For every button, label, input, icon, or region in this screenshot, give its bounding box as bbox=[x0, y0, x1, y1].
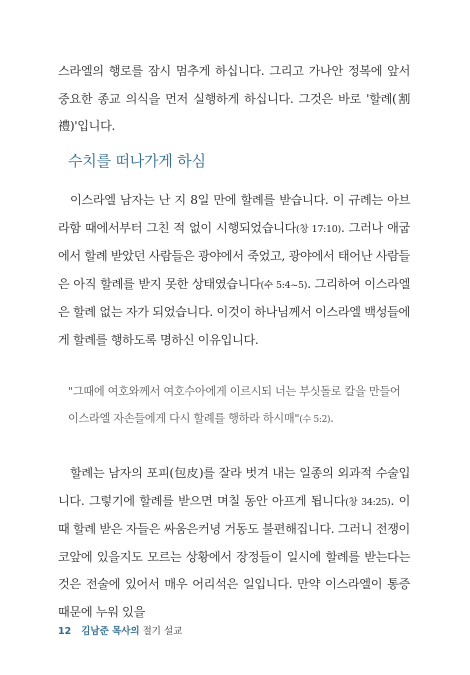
author-name: 김남준 목사의 bbox=[81, 626, 140, 637]
paragraph-circumcision-law bbox=[58, 187, 410, 354]
scripture-reference: (수 5:2) bbox=[299, 415, 331, 425]
quote-end: . bbox=[330, 412, 334, 425]
paragraph-continuation: 스라엘의 행로를 잠시 멈추게 하십니다. 그리고 가나안 정복에 앞서 중요한 종교 의식을 먼저 실행하게 하십니다. 그것은 바로 '할례(割禮)'입니다. bbox=[58, 64, 410, 133]
scripture-reference: (창 34:25) bbox=[345, 496, 391, 508]
scripture-reference: (수 5:4~5) bbox=[260, 279, 308, 291]
scripture-quote bbox=[68, 378, 408, 434]
page-footer bbox=[58, 623, 182, 637]
paragraph-circumcision-surgery bbox=[58, 460, 410, 626]
paragraph-text: . 그러나 애굽에서 할례 받았던 사람들은 광야에서 죽었고, 광야에서 태어난 사람들은 아직 할례를 받지 못한 상태였습니다 bbox=[58, 220, 410, 291]
paragraph-text: 할례는 남자의 포피(包皮)를 잘라 벗겨 내는 일종의 외과적 수술입니다. 그렇기에 할례를 받으면 며칠 동안 아프게 됩니다 bbox=[58, 466, 410, 508]
quote-text: "그때에 여호와께서 여호수아에게 이르시되 너는 부싯돌로 칼을 만들어 이스라엘 자손들에게 다시 할례를 행하라 하시매" bbox=[68, 385, 401, 425]
book-title: 절기 설교 bbox=[142, 626, 183, 637]
paragraph-text: . 이때 할례 받은 자들은 싸움은커녕 거동도 불편해집니다. 그러니 전쟁이 코앞에 있을지도 모르는 상황에서 장정들이 일시에 할례를 받는다는 것은 전술에 있어서 매우 어리석은 일입니다. 만약 이스라엘이 통증 때문에 누워 있을 bbox=[58, 493, 410, 619]
section-heading: 수치를 떠나가게 하심 bbox=[68, 152, 206, 170]
paragraph-text: . 그리하여 이스라엘은 할례 없는 자가 되었습니다. 이것이 하나님께서 이스라엘 백성들에게 할례를 행하도록 명하신 이유입니다. bbox=[58, 276, 411, 347]
page-number: 12 bbox=[58, 626, 72, 637]
paragraph-text: 이스라엘 남자는 난 지 8일 만에 할례를 받습니다. 이 규례는 아브라함 때에서부터 그친 적 없이 시행되었습니다 bbox=[58, 193, 410, 235]
scripture-reference: (창 17:10) bbox=[296, 223, 341, 235]
